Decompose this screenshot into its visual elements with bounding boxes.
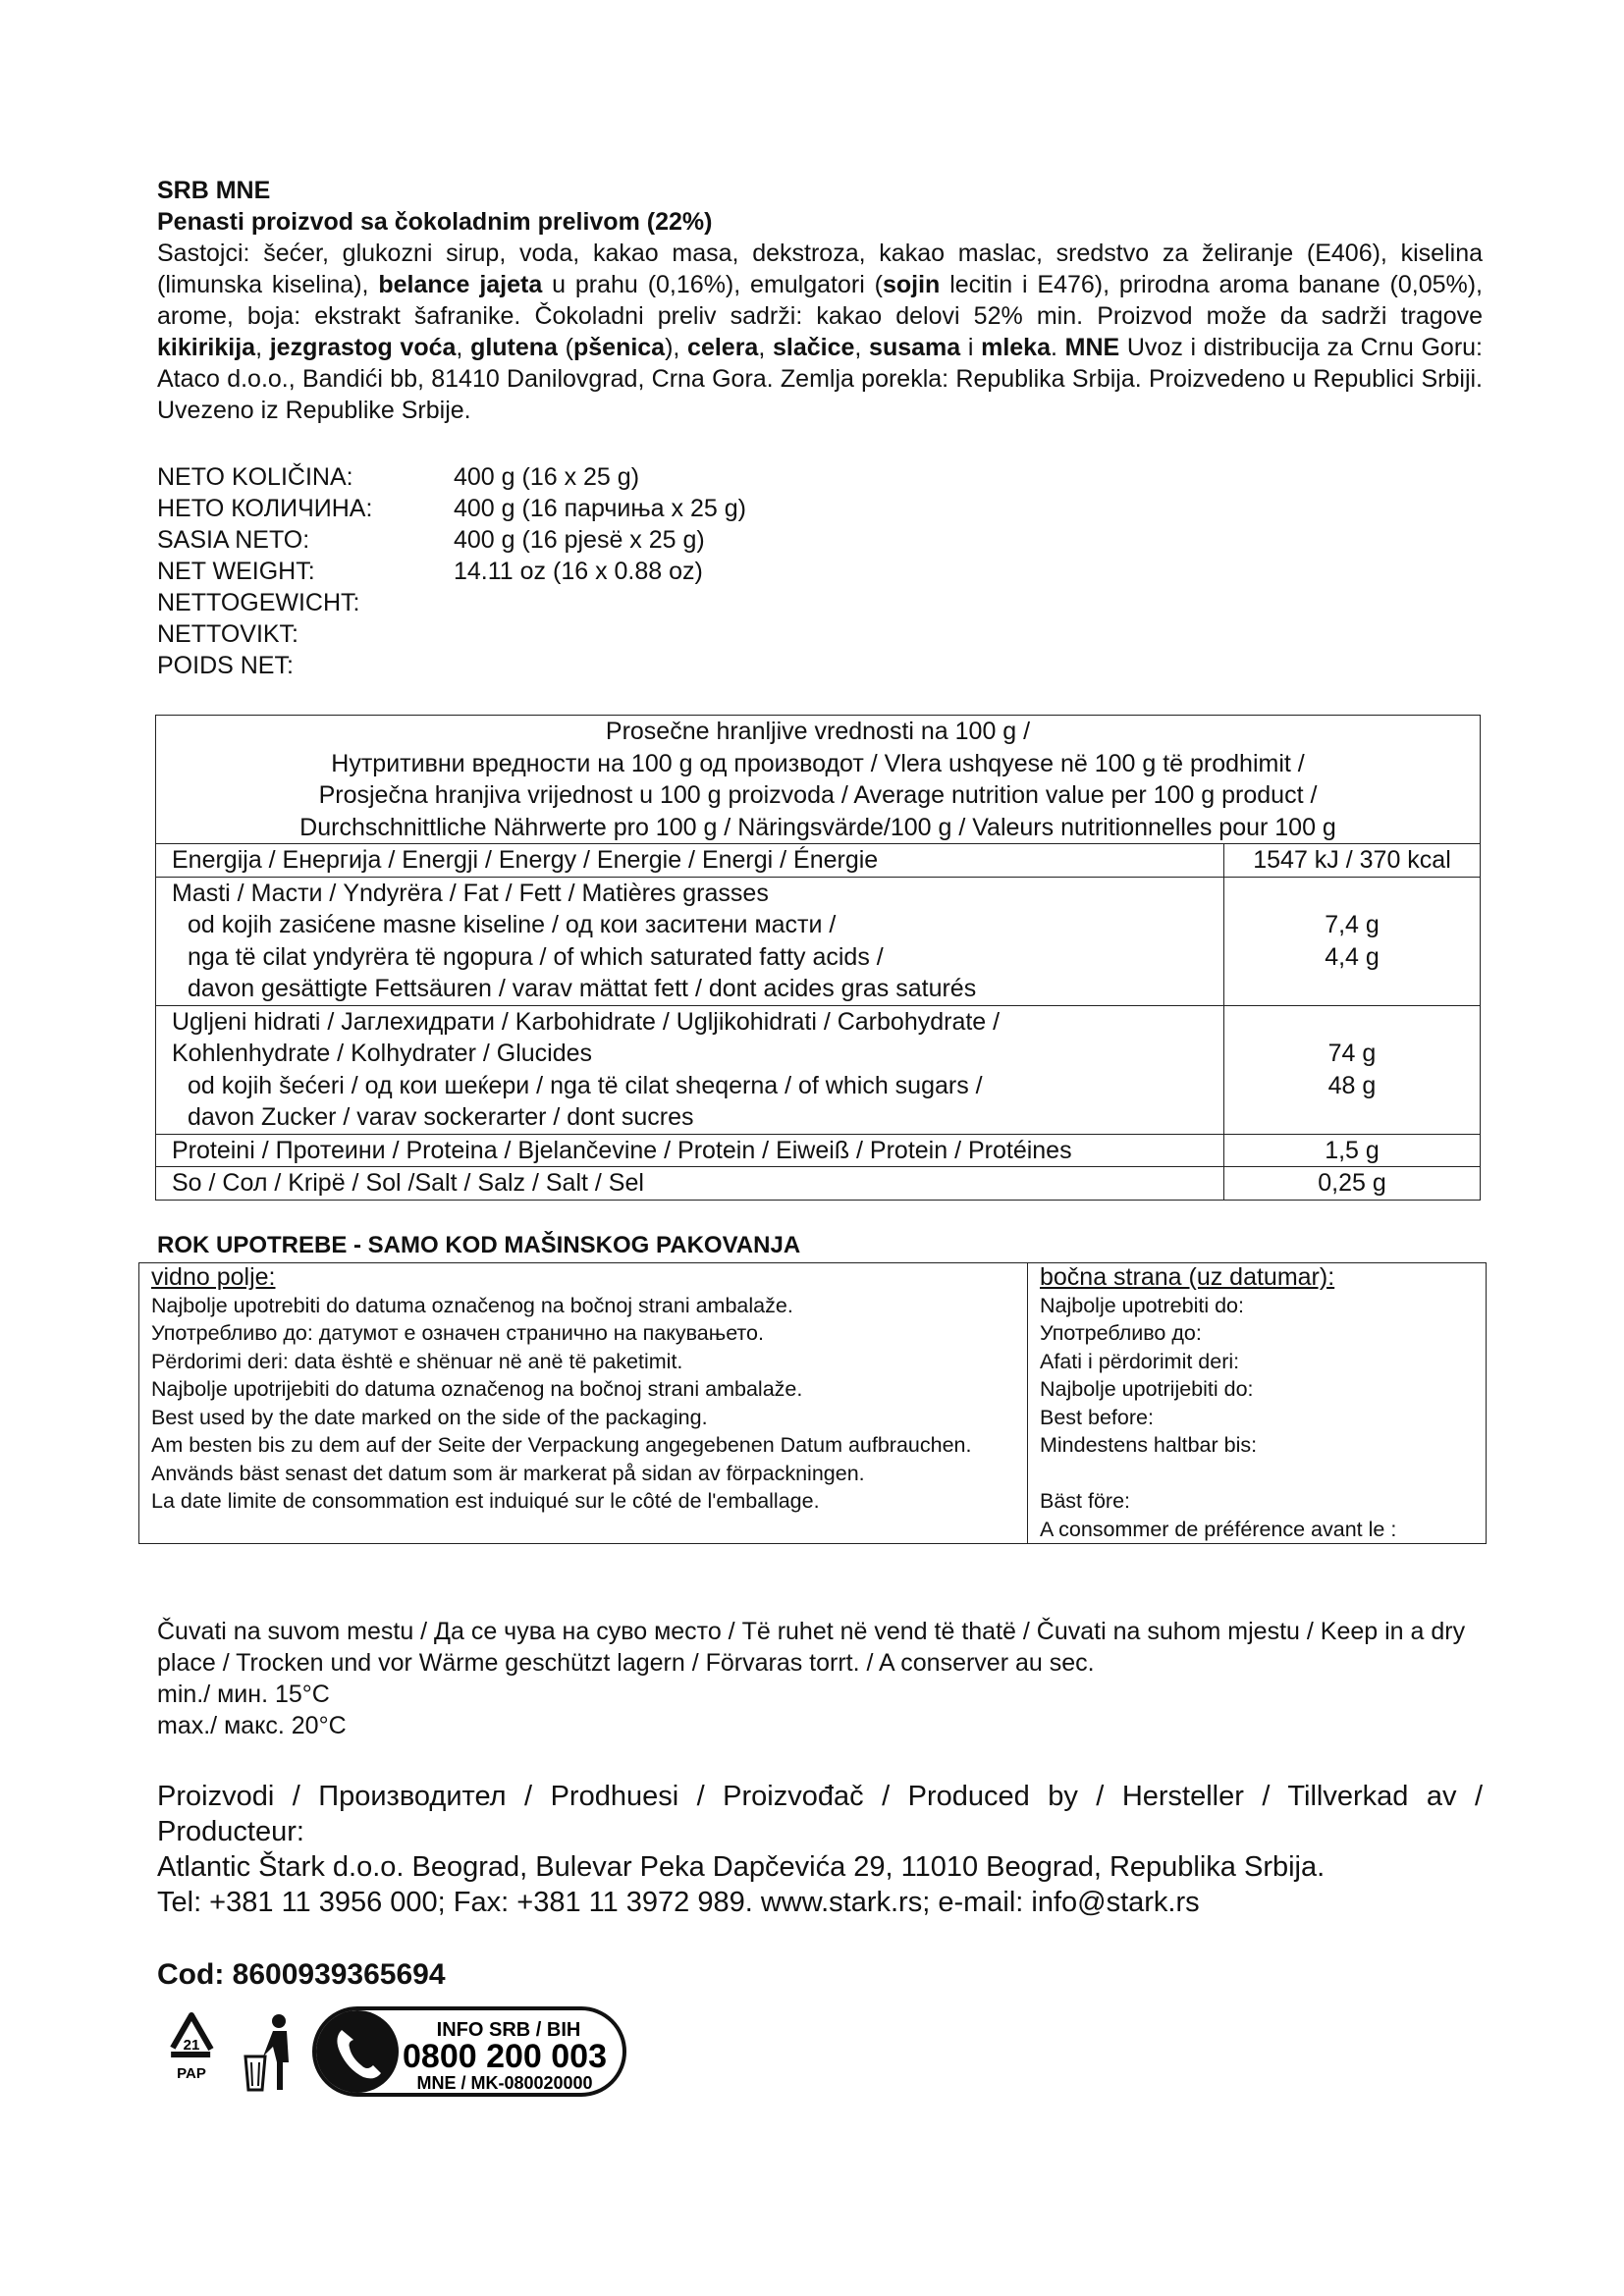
info-mne: MNE / MK-080020000 — [416, 2073, 593, 2093]
info-title: INFO SRB / BIH — [436, 2019, 581, 2041]
nutrition-header-row — [156, 716, 1481, 844]
fat-values — [1224, 877, 1481, 1005]
net-value: 400 g (16 парчиња x 25 g) — [454, 495, 746, 522]
side-heading: bočna strana (uz datumar): — [1040, 1263, 1335, 1291]
label-text — [157, 175, 1483, 426]
fat-row — [156, 877, 1481, 1005]
fat-value: 7,4 g — [1325, 911, 1380, 938]
net-label: NETO KOLIČINA: — [157, 463, 353, 491]
protein-value: 1,5 g — [1224, 1134, 1481, 1167]
ingredients-paragraph: Sastojci: šećer, glukozni sirup, voda, kakao masa, dekstroza, kakao maslac, sredstvo za želiranje (E406), kiselina (limunska kiselina), belance jajeta u prahu (0,16%), emulgatori (sojin lecitin i E476), prirodna aroma banane (0,05%), arome, boja: ekstrakt šafranike. Čokoladni preliv sadrži: kakao delovi 52% min. Proizvod može da sadrži tragove kikirikija, jezgrastog voća, glutena (pšenica), celera, slačice, susama i mleka. MNE Uvoz i distribucija za Crnu Goru: Ataco d.o.o., Bandići bb, 81410 Danilovgrad, Crna Gora. Zemlja porekla: Republika Srbija. Proizvedeno u Republici Srbiji. Uvezeno iz Republike Srbije. — [157, 240, 1484, 424]
producer-contact: Tel: +381 11 3956 000; Fax: +381 11 3972 989. www.stark.rs; e-mail: info@stark.rs — [157, 1887, 1200, 1918]
info-phone: 0800 200 003 — [403, 2038, 607, 2075]
side-cell: bočna strana (uz datumar): Najbolje upotrebiti do: Употребливо до: Afati i përdorimit deri: Najbolje upotrijebiti do: Best before: Mindestens haltbar bis: Bäst före: A consommer de préférence avant le : — [1028, 1263, 1487, 1544]
net-label: NETTOVIKT: — [157, 620, 299, 648]
net-value: 14.11 oz (16 x 0.88 oz) — [454, 558, 703, 585]
net-value: 400 g (16 pjesë x 25 g) — [454, 526, 705, 554]
salt-row — [156, 1167, 1481, 1201]
nutrition-table — [155, 715, 1481, 1201]
net-label: НЕТО КОЛИЧИНА: — [157, 495, 373, 522]
countries-heading: SRB MNE — [157, 177, 271, 204]
producer-label: Proizvodi / Производител / Prodhuesi / Proizvođač / Produced by / Hersteller / Tillverkad av / Producteur: — [157, 1781, 1483, 1847]
carbohydrate-label: Ugljeni hidrati / Јаглехидрати / Karbohidrate / Ugljikohidrati / Carbohydrate / Kohlenhydrate / Kolhydrater / Glucides od kojih šećeri / од кои шеќери / nga të cilat sheqerna / of which sugars / davon Zucker / varav sockerarter / dont sucres — [156, 1005, 1224, 1134]
salt-label: So / Сол / Kripë / Sol /Salt / Salz / Salt / Sel — [156, 1167, 1224, 1201]
energy-label: Energija / Енергија / Energji / Energy / Energie / Energi / Énergie — [156, 844, 1224, 878]
carbohydrate-value: 74 g — [1327, 1040, 1377, 1067]
carbohydrate-values — [1224, 1005, 1481, 1134]
product-code: Cod: 8600939365694 — [157, 1958, 446, 1991]
energy-value: 1547 kJ / 370 kcal — [1224, 844, 1481, 878]
svg-text:PAP: PAP — [177, 2065, 206, 2082]
energy-row — [156, 844, 1481, 878]
protein-row — [156, 1134, 1481, 1167]
svg-text:21: 21 — [183, 2037, 200, 2054]
net-label: POIDS NET: — [157, 652, 294, 679]
producer-block — [157, 1779, 1483, 1920]
fat-label: Masti / Масти / Yndyrëra / Fat / Fett / Matières grasses od kojih zasićene masne kiseline / од кои заситени масти / nga të cilat yndyrëra të ngopura / of which saturated fatty acids / davon gesättigte Fettsäuren / varav mättat fett / dont acides gras saturés — [156, 877, 1224, 1005]
net-label: NET WEIGHT: — [157, 558, 315, 585]
front-side-heading: vidno polje: — [151, 1263, 276, 1291]
net-label: NETTOGEWICHT: — [157, 589, 360, 616]
product-name: Penasti proizvod sa čokoladnim prelivom (22%) — [157, 208, 713, 236]
salt-value: 0,25 g — [1224, 1167, 1481, 1201]
shelf-life-title: ROK UPOTREBE - SAMO KOD MAŠINSKOG PAKOVANJA — [157, 1232, 801, 1258]
net-value: 400 g (16 x 25 g) — [454, 463, 640, 491]
logos-row — [157, 2006, 626, 2097]
protein-label: Proteini / Протеини / Proteina / Bjelančevine / Protein / Eiweiß / Protein / Protéines — [156, 1134, 1224, 1167]
sugar-value: 48 g — [1327, 1071, 1377, 1099]
producer-address: Atlantic Štark d.o.o. Beograd, Bulevar Peka Dapčevića 29, 11010 Beograd, Republika Srbija. — [157, 1851, 1326, 1883]
nutrition-header: Prosečne hranljive vrednosti na 100 g / Нутритивни вредности на 100 g од производот / Vlera ushqyese në 100 g të prodhimit / Prosječna hranjiva vrijednost u 100 g proizvoda / Average nutrition value per 100 g product / Durchschnittliche Nährwerte pro 100 g / Näringsvärde/100 g / Valeurs nutritionnelles pour 100 g — [156, 716, 1481, 844]
min-temperature: min./ мин. 15°C — [157, 1681, 330, 1708]
net-label: SASIA NETO: — [157, 526, 310, 554]
net-weight-block — [157, 461, 746, 681]
shelf-life-table — [138, 1262, 1487, 1544]
info-phone-badge — [312, 2006, 626, 2097]
carbohydrate-row — [156, 1005, 1481, 1134]
front-side-cell: vidno polje: Najbolje upotrebiti do datuma označenog na bočnoj strani ambalaže. Употребливо до: датумот е означен странично на пакувањето. Përdorimi deri: data është e shënuar në anë të paketimit. Najbolje upotrijebiti do datuma označenog na bočnoj strani ambalaže. Best used by the date marked on the side of the packaging. Am besten bis zu dem auf der Seite der Verpackung angegebenen Datum aufbrauchen. Används bäst senast det datum som är markerat på sidan av förpackningen. La date limite de consommation est induiqué sur le côté de l'emballage. — [139, 1263, 1028, 1544]
tidyman-icon — [234, 2007, 302, 2096]
storage-instructions: Čuvati na suvom mestu / Да се чува на суво место / Të ruhet në vend të thatë / Čuvati na suhom mjestu / Keep in a dry place / Trocken und vor Wärme geschützt lagern / Förvaras torrt. / A conserver au sec. min./ мин. 15°C max./ макс. 20°C — [157, 1616, 1483, 1741]
recycle-icon — [157, 2007, 226, 2096]
saturated-fat-value: 4,4 g — [1325, 942, 1380, 971]
max-temperature: max./ макс. 20°C — [157, 1712, 347, 1739]
